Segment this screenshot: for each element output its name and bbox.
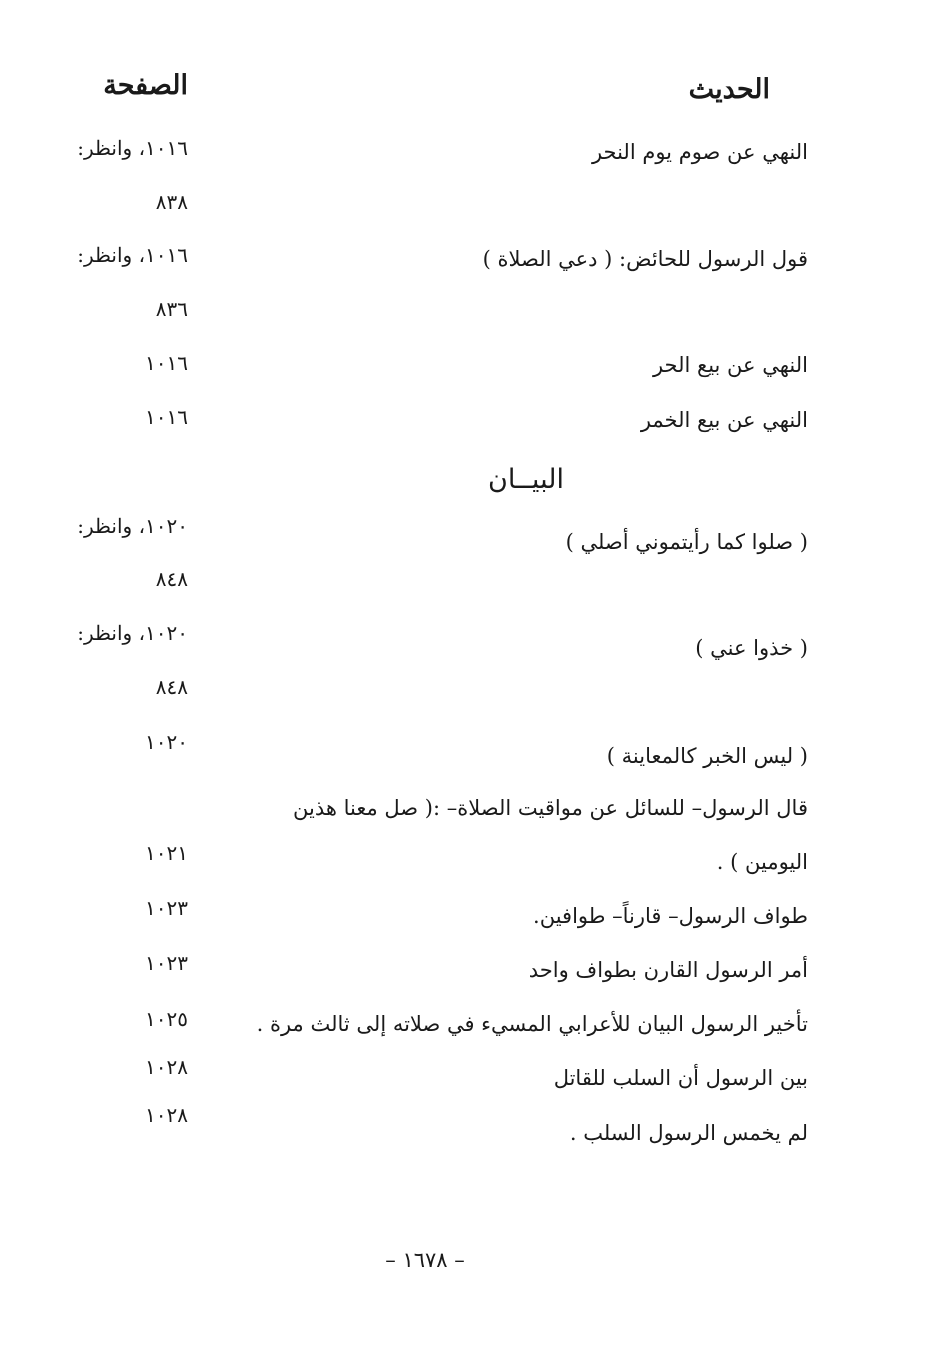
hadith-entry-text: قول الرسول للحائض: ( دعي الصلاة )	[482, 247, 808, 271]
hadith-entry-text-continued: اليومين ) .	[716, 850, 808, 874]
page-reference: ١٠١٦، وانظر:	[77, 136, 188, 160]
page-reference: ١٠٢١	[145, 841, 188, 865]
hadith-entry-text: ( ليس الخبر كالمعاينة )	[606, 744, 808, 768]
hadith-entry-text: النهي عن صوم يوم النحر	[591, 140, 808, 164]
page-reference: ١٠٢٠، وانظر:	[77, 621, 188, 645]
page-reference-secondary: ٨٤٨	[155, 675, 188, 699]
page-reference: ١٠٢٣	[145, 951, 188, 975]
page-reference: ١٠١٦	[145, 405, 188, 429]
hadith-entry-text: تأخير الرسول البيان للأعرابي المسيء في صلاته إلى ثالث مرة .	[256, 1012, 808, 1036]
page-reference: ١٠٢٨	[145, 1103, 188, 1127]
hadith-entry-text: طواف الرسول– قارناً– طوافين.	[533, 904, 808, 928]
page-reference: ١٠٢٥	[145, 1007, 188, 1031]
page-reference-secondary: ٨٣٨	[155, 190, 188, 214]
page-reference-secondary: ٨٣٦	[155, 297, 188, 321]
page-reference: ١٠٢٠، وانظر:	[77, 514, 188, 538]
page-reference: ١٠٢٨	[145, 1055, 188, 1079]
hadith-column-header: الحديث	[688, 74, 770, 105]
page-column-header: الصفحة	[103, 70, 188, 101]
hadith-entry-text: النهي عن بيع الحر	[652, 353, 808, 377]
page-number: – ١٦٧٨ –	[385, 1248, 465, 1272]
hadith-entry-text: ( صلوا كما رأيتموني أصلي )	[565, 530, 808, 554]
hadith-entry-text: بين الرسول أن السلب للقاتل	[553, 1066, 808, 1090]
hadith-entry-text: ( خذوا عني )	[695, 636, 808, 660]
section-title: البيــان	[488, 464, 564, 495]
hadith-entry-text: لم يخمس الرسول السلب .	[569, 1121, 808, 1145]
hadith-entry-text: النهي عن بيع الخمر	[640, 408, 808, 432]
hadith-entry-text: أمر الرسول القارن بطواف واحد	[528, 958, 808, 982]
hadith-entry-text: قال الرسول– للسائل عن مواقيت الصلاة– :( صل معنا هذين	[293, 796, 808, 820]
page-reference: ١٠٢٣	[145, 896, 188, 920]
page-reference-secondary: ٨٤٨	[155, 567, 188, 591]
page-reference: ١٠٢٠	[145, 730, 188, 754]
page-reference: ١٠١٦، وانظر:	[77, 243, 188, 267]
page-reference: ١٠١٦	[145, 351, 188, 375]
